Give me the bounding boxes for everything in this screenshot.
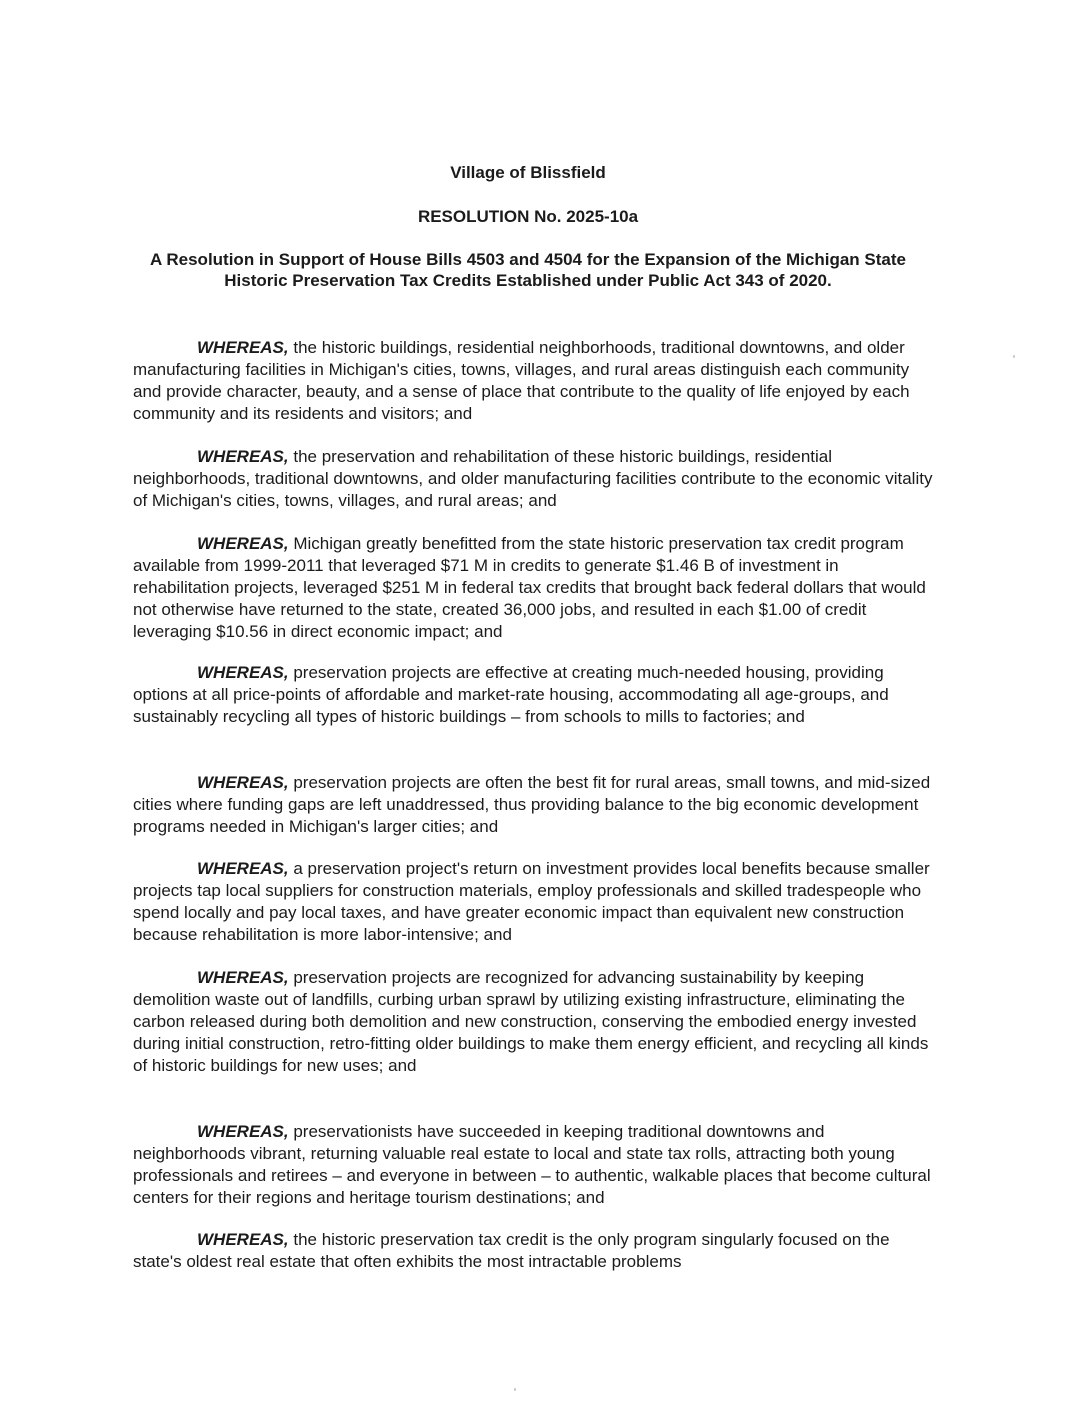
whereas-clause-7 (133, 967, 933, 1077)
clause-lead: WHEREAS, (197, 663, 289, 682)
clause-lead: WHEREAS, (197, 773, 289, 792)
clause-lead: WHEREAS, (197, 447, 289, 466)
clause-text: preservation projects are recognized for advancing sustainability by keeping demolition waste out of landfills, curbing urban sprawl by utilizing existing infrastructure, eliminating the carbon released during both demolition and new construction, conserving the embodied energy invested during initial construction, retro-fitting older buildings to make them energy efficient, and recycling all kinds of historic buildings for new uses; and (133, 968, 929, 1075)
clause-text: the historic preservation tax credit is the only program singularly focused on the state's oldest real estate that often exhibits the most intractable problems (133, 1230, 890, 1271)
clause-text: the preservation and rehabilitation of these historic buildings, residential neighborhoods, traditional downtowns, and older manufacturing facilities contribute to the economic vitality of Michigan's cities, towns, villages, and rural areas; and (133, 447, 933, 510)
resolution-number: RESOLUTION No. 2025-10a (417, 207, 639, 226)
clause-text: the historic buildings, residential neighborhoods, traditional downtowns, and older manufacturing facilities in Michigan's cities, towns, villages, and rural areas distinguish each community and provide character, beauty, and a sense of place that contribute to the quality of life enjoyed by each community and its residents and visitors; and (133, 338, 910, 423)
clause-lead: WHEREAS, (197, 1230, 289, 1249)
whereas-clause-4 (133, 662, 933, 728)
clause-text: Michigan greatly benefitted from the state historic preservation tax credit program available from 1999-2011 that leveraged $71 M in credits to generate $1.46 B of investment in rehabilitation projects, leveraged $251 M in federal tax credits that brought back federal dollars that would not otherwise have returned to the state, created 36,000 jobs, and resulted in each $1.00 of credit leveraging $10.56 in direct economic impact; and (133, 534, 926, 641)
whereas-clause-1 (133, 337, 933, 425)
clause-lead: WHEREAS, (197, 859, 289, 878)
whereas-clause-3 (133, 533, 933, 643)
clause-text: preservation projects are effective at creating much-needed housing, providing options at all price-points of affordable and market-rate housing, accommodating all age-groups, and sustainably recycling all types of historic buildings – from schools to mills to factories; and (133, 663, 889, 726)
clause-lead: WHEREAS, (197, 1122, 289, 1141)
whereas-clause-9 (133, 1229, 933, 1273)
whereas-clause-2 (133, 446, 933, 512)
clause-lead: WHEREAS, (197, 338, 289, 357)
clause-lead: WHEREAS, (197, 534, 289, 553)
clause-text: preservationists have succeeded in keeping traditional downtowns and neighborhoods vibrant, returning valuable real estate to local and state tax rolls, attracting both young professionals and retirees – and everyone in between – to authentic, walkable places that become cultural centers for their regions and heritage tourism destinations; and (133, 1122, 931, 1207)
whereas-clause-5 (133, 772, 933, 838)
village-name: Village of Blissfield (450, 163, 606, 182)
whereas-clause-6 (133, 858, 933, 946)
clause-lead: WHEREAS, (197, 968, 289, 987)
scan-speck (1013, 355, 1015, 358)
resolution-title: A Resolution in Support of House Bills 4503 and 4504 for the Expansion of the Michigan State Historic Preservation Tax Credits Established under Public Act 343 of 2020. (150, 250, 906, 290)
whereas-clause-8 (133, 1121, 933, 1209)
clause-text: a preservation project's return on investment provides local benefits because smaller projects tap local suppliers for construction materials, employ professionals and skilled tradespeople who spend locally and pay local taxes, and have greater economic impact than equivalent new construction because rehabilitation is more labor-intensive; and (133, 859, 930, 944)
scan-speck (514, 1388, 516, 1391)
clause-text: preservation projects are often the best fit for rural areas, small towns, and mid-sized cities where funding gaps are left unaddressed, thus providing balance to the big economic development programs needed in Michigan's larger cities; and (133, 773, 931, 836)
